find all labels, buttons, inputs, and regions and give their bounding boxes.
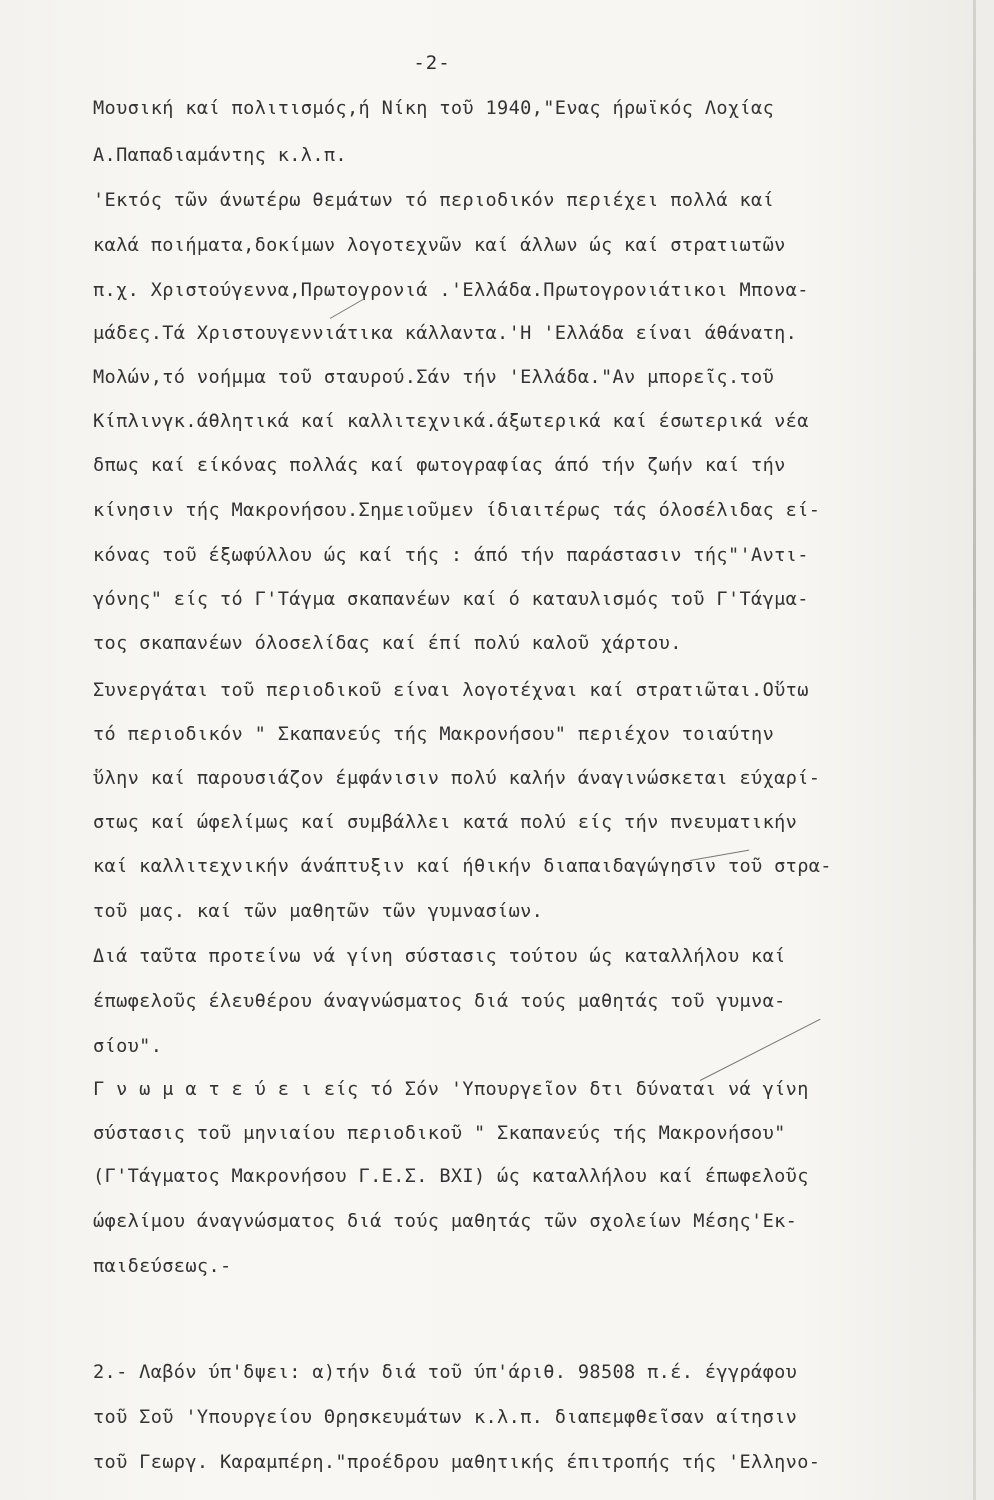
text-line: ώφελίμου άναγνώσματος διά τούς μαθητάς τῶν σχολείων Μέσης'Εκ- (93, 1211, 798, 1232)
text-line: 'Εκτός τῶν άνωτέρω θεμάτων τό περιοδικόν περιέχει πολλά καί (93, 190, 775, 211)
pen-stroke (700, 1019, 821, 1081)
text-line: τοῦ μας. καί τῶν μαθητῶν τῶν γυμνασίων. (93, 901, 544, 922)
text-line: σύστασις τοῦ μηνιαίου περιοδικοῦ " Σκαπανεύς τής Μακρονήσου" (93, 1123, 786, 1144)
text-line: καί καλλιτεχνικήν άνάπτυξιν καί ήθικήν διαπαιδαγώγησιν τοῦ στρα- (93, 856, 832, 877)
text-line: τό περιοδικόν " Σκαπανεύς τής Μακρονήσου" περιέχον τοιαύτην (93, 724, 775, 745)
text-line: (Γ'Τάγματος Μακρονήσου Γ.Ε.Σ. ΒΧΙ) ώς καταλλήλου καί έπωφελοῦς (93, 1166, 809, 1187)
text-line: κόνας τοῦ έξωφύλλου ώς καί τής : άπό τήν παράστασιν τής"'Αντι- (93, 545, 809, 566)
text-line: ὕλην καί παρουσιάζον έμφάνισιν πολύ καλήν άναγινώσκεται εύχαρί- (93, 768, 821, 789)
text-line: μάδες.Τά Χριστουγεννιάτικα κάλλαντα.'Η 'Ελλάδα είναι άθάνατη. (93, 323, 798, 344)
text-line: κίνησιν τής Μακρονήσου.Σημειοῦμεν ίδιαιτέρως τάς όλοσέλιδας εί- (93, 500, 821, 521)
text-line: τοῦ Σοῦ 'Υπουργείου Θρησκευμάτων κ.λ.π. διαπεμφθεῖσαν αίτησιν (93, 1407, 798, 1428)
pen-stroke (330, 298, 365, 319)
text-line: έπωφελοῦς έλευθέρου άναγνώσματος διά τούς μαθητάς τοῦ γυμνα- (93, 991, 786, 1012)
text-line: παιδεύσεως.- (93, 1256, 232, 1277)
text-line: τοῦ Γεωργ. Καραμπέρη."προέδρου μαθητικής έπιτροπής τής 'Ελληνο- (93, 1452, 821, 1473)
page-margin (976, 0, 994, 1500)
text-line: Γ ν ω μ α τ ε ύ ε ι είς τό Σόν 'Υπουργεῖον δτι δύναται νά γίνη (93, 1079, 809, 1100)
text-line: δπως καί είκόνας πολλάς καί φωτογραφίας άπό τήν ζωήν καί τήν (93, 455, 786, 476)
text-line: Κίπλινγκ.άθλητικά καί καλλιτεχνικά.άξωτερικά καί έσωτερικά νέα (93, 411, 809, 432)
text-line: Μουσική καί πολιτισμός,ή Νίκη τοῦ 1940,"Ενας ήρωϊκός Λοχίας (93, 98, 775, 119)
text-line: Α.Παπαδιαμάντης κ.λ.π. (93, 145, 347, 166)
text-line: π.χ. Χριστούγεννα,Πρωτογρονιά .'Ελλάδα.Πρωτογρονιάτικοι Μπονα- (93, 280, 809, 301)
text-line: τος σκαπανέων όλοσελίδας καί έπί πολύ καλοῦ χάρτου. (93, 633, 682, 654)
text-line: Συνεργάται τοῦ περιοδικοῦ είναι λογοτέχναι καί στρατιῶται.Οὕτω (93, 680, 809, 701)
text-line: στως καί ώφελίμως καί συμβάλλει κατά πολύ είς τήν πνευματικήν (93, 812, 798, 833)
text-line: Μολών,τό νοήμμα τοῦ σταυρού.Σάν τήν 'Ελλάδα."Αν μπορεῖς.τοῦ (93, 367, 775, 388)
page-number: -2- (413, 52, 451, 74)
text-line: Διά ταῦτα προτείνω νά γίνη σύστασις τούτου ώς καταλλήλου καί (93, 946, 786, 967)
page-edge-shadow (973, 0, 976, 1500)
text-line: 2.- Λαβόν ύπ'δψει: α)τήν διά τοῦ ύπ'άριθ. 98508 π.έ. έγγράφου (93, 1362, 798, 1383)
text-line: γόνης" είς τό Γ'Τάγμα σκαπανέων καί ό καταυλισμός τοῦ Γ'Τάγμα- (93, 589, 809, 610)
text-line: σίου". (93, 1036, 163, 1057)
text-line: καλά ποιήματα,δοκίμων λογοτεχνῶν καί άλλων ώς καί στρατιωτῶν (93, 235, 786, 256)
